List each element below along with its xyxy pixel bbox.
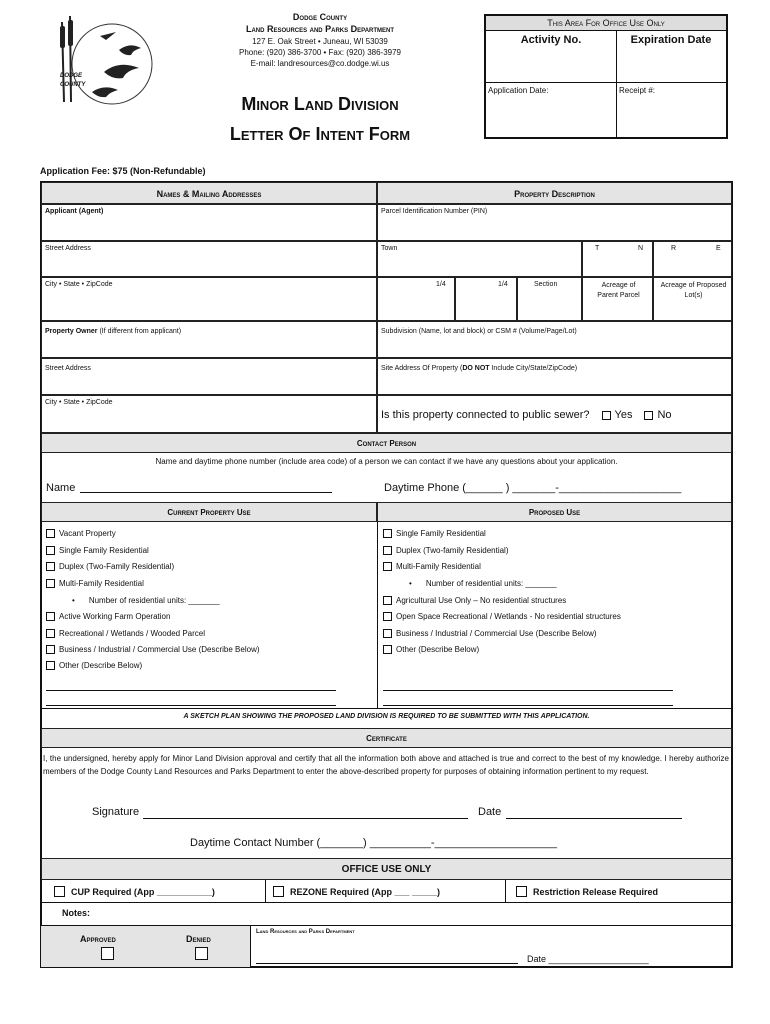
expiration-date-label: Expiration Date <box>630 34 712 46</box>
approval-divider <box>250 926 251 967</box>
daytime-contact-number[interactable]: Daytime Contact Number (_______) __________-____________________ <box>190 837 557 849</box>
names-header: Names & Mailing Addresses <box>41 182 377 204</box>
dept-signature-input[interactable] <box>256 953 518 964</box>
applicant-label: Applicant (Agent) <box>45 208 104 215</box>
no-label: No <box>657 409 672 421</box>
signature-input[interactable] <box>143 806 468 819</box>
proposed-describe-line-2[interactable] <box>383 695 673 706</box>
e-label: E <box>716 245 721 252</box>
current-business[interactable]: Business / Industrial / Commercial Use (Describe Below) <box>46 645 260 654</box>
sketch-note: A SKETCH PLAN SHOWING THE PROPOSED LAND DIVISION IS REQUIRED TO BE SUBMITTED WITH THIS APPLICATION. <box>183 713 590 720</box>
application-date-label: Application Date: <box>488 86 549 95</box>
applicant-field[interactable] <box>41 204 377 241</box>
denied-checkbox[interactable] <box>195 947 208 960</box>
current-duplex[interactable]: Duplex (Two-Family Residential) <box>46 562 174 571</box>
site-address-label: Site Address Of Property (DO NOT Include City/State/ZipCode) <box>381 365 578 372</box>
yes-label: Yes <box>614 409 633 421</box>
notes-label: Notes: <box>62 908 91 918</box>
proposed-multi-family[interactable]: Multi-Family Residential <box>383 562 481 571</box>
section-field[interactable] <box>517 277 582 321</box>
current-recreational[interactable]: Recreational / Wetlands / Wooded Parcel <box>46 629 205 638</box>
restriction-release[interactable]: Restriction Release Required <box>516 886 658 897</box>
city-label-2: City • State • ZipCode <box>45 399 113 406</box>
quarter2-field[interactable] <box>455 277 517 321</box>
certificate-text: I, the undersigned, hereby apply for Minor Land Division approval and certify that all the information both above and attached is true and correct to the best of my knowledge. I hereby authorize members of the Dodge County Land Resources and Parks Department to enter the above-described property for purposes of obtaining information pertinent to my request. <box>43 754 729 776</box>
sewer-field <box>377 395 732 433</box>
current-describe-line-1[interactable] <box>46 680 336 691</box>
owner-label: Property Owner (If different from applicant) <box>45 328 182 335</box>
contact-name-input[interactable] <box>80 480 332 493</box>
pin-field[interactable] <box>377 204 732 241</box>
office-use-only-header: OFFICE USE ONLY <box>41 858 732 880</box>
denied-label: Denied <box>186 934 211 944</box>
property-header: Property Description <box>377 182 732 204</box>
proposed-units[interactable]: • Number of residential units: _______ <box>409 579 557 588</box>
sewer-no-checkbox[interactable] <box>644 411 653 420</box>
office-use-box <box>484 14 728 139</box>
approved-checkbox[interactable] <box>101 947 114 960</box>
street-label-2: Street Address <box>45 365 91 372</box>
owner-street-field[interactable] <box>41 358 377 395</box>
quarter2-label: 1/4 <box>498 281 508 288</box>
proposed-single-family[interactable]: Single Family Residential <box>383 529 486 538</box>
pin-label: Parcel Identification Number (PIN) <box>381 208 488 215</box>
quarter1-field[interactable] <box>377 277 455 321</box>
dept-email: E-mail: landresources@co.dodge.wi.us <box>250 59 390 68</box>
activity-no-label: Activity No. <box>520 34 582 46</box>
current-vacant[interactable]: Vacant Property <box>46 529 116 538</box>
dept-signature-label: Land Resources and Parks Department <box>256 929 355 935</box>
current-farm[interactable]: Active Working Farm Operation <box>46 612 170 621</box>
range-field[interactable] <box>653 241 732 277</box>
dept-address: 127 E. Oak Street • Juneau, WI 53039 <box>252 37 388 46</box>
certificate-header: Certificate <box>41 728 732 748</box>
city-label: City • State • ZipCode <box>45 281 113 288</box>
sewer-yes-checkbox[interactable] <box>602 411 611 420</box>
application-fee: Application Fee: $75 (Non-Refundable) <box>40 166 206 176</box>
town-field[interactable] <box>377 241 582 277</box>
n-label: N <box>638 245 644 252</box>
sketch-top-rule <box>41 708 732 709</box>
county-logo <box>44 12 164 112</box>
r-label: R <box>671 245 677 252</box>
contact-name-label: Name <box>46 482 76 494</box>
office-box-hline <box>486 82 726 83</box>
agency-header <box>215 12 425 68</box>
acreage-parent-field[interactable] <box>582 277 653 321</box>
dept-phone: Phone: (920) 386-3700 • Fax: (920) 386-3979 <box>238 48 402 57</box>
street-label: Street Address <box>45 245 91 252</box>
proposed-other[interactable]: Other (Describe Below) <box>383 645 479 654</box>
t-label: T <box>595 245 600 252</box>
dept-name: Land Resources and Parks Department <box>245 24 395 34</box>
current-single-family[interactable]: Single Family Residential <box>46 546 149 555</box>
applicant-city-field[interactable] <box>41 277 377 321</box>
quarter1-label: 1/4 <box>436 281 446 288</box>
applicant-street-field[interactable] <box>41 241 377 277</box>
contact-instructions: Name and daytime phone number (include area code) of a person we can contact if we have any questions about your application. <box>155 457 618 466</box>
proposed-describe-line-1[interactable] <box>383 680 673 691</box>
current-other[interactable]: Other (Describe Below) <box>46 661 142 670</box>
approval-area <box>41 926 250 967</box>
acreage-lots-label: Acreage of Proposed Lot(s) <box>660 282 727 299</box>
office-box-divider <box>616 30 617 137</box>
subdivision-label: Subdivision (Name, lot and block) or CSM # (Volume/Page/Lot) <box>381 328 577 335</box>
section-label: Section <box>534 281 558 288</box>
current-units[interactable]: • Number of residential units: _______ <box>72 596 220 605</box>
form-title-line1: Minor Land Division <box>241 94 399 114</box>
approved-label: Approved <box>80 934 116 944</box>
current-describe-line-2[interactable] <box>46 695 336 706</box>
office-row-divider-1 <box>265 880 266 903</box>
office-box-title: This Area For Office Use Only <box>486 16 726 31</box>
contact-phone[interactable]: Daytime Phone (______ ) _______-____________________ <box>384 482 682 494</box>
receipt-label: Receipt #: <box>619 86 656 95</box>
logo-text: DODGE COUNTY <box>60 73 86 88</box>
site-address-field[interactable] <box>377 358 732 395</box>
owner-field[interactable] <box>41 321 377 358</box>
township-field[interactable] <box>582 241 653 277</box>
form-title-line2: Letter Of Intent Form <box>229 124 411 144</box>
subdivision-field[interactable] <box>377 321 732 358</box>
owner-city-field[interactable] <box>41 395 377 433</box>
proposed-open-space[interactable]: Open Space Recreational / Wetlands - No residential structures <box>383 612 621 621</box>
contact-header: Contact Person <box>41 433 732 453</box>
office-row-divider-2 <box>505 880 506 903</box>
proposed-duplex[interactable]: Duplex (Two-family Residential) <box>383 546 508 555</box>
current-use-header: Current Property Use <box>41 502 377 522</box>
proposed-agricultural[interactable]: Agricultural Use Only – No residential structures <box>383 596 566 605</box>
county-name: Dodge County <box>292 12 348 22</box>
cup-required[interactable]: CUP Required (App ___________) <box>54 886 215 897</box>
acreage-parent-label: Acreage of Parent Parcel <box>597 282 640 299</box>
sewer-question: Is this property connected to public sewer? Yes No <box>381 409 672 421</box>
use-divider <box>377 522 378 708</box>
proposed-use-header: Proposed Use <box>377 502 732 522</box>
signature-label: Signature <box>92 806 140 818</box>
proposed-business[interactable]: Business / Industrial / Commercial Use (Describe Below) <box>383 629 597 638</box>
current-multi-family[interactable]: Multi-Family Residential <box>46 579 144 588</box>
acreage-lots-field[interactable] <box>653 277 732 321</box>
certificate-date-label: Date <box>478 806 502 818</box>
certificate-date-input[interactable] <box>506 806 682 819</box>
office-date[interactable]: Date ____________________ <box>527 954 649 964</box>
town-label: Town <box>381 245 398 252</box>
rezone-required[interactable]: REZONE Required (App ___ _____) <box>273 886 440 897</box>
